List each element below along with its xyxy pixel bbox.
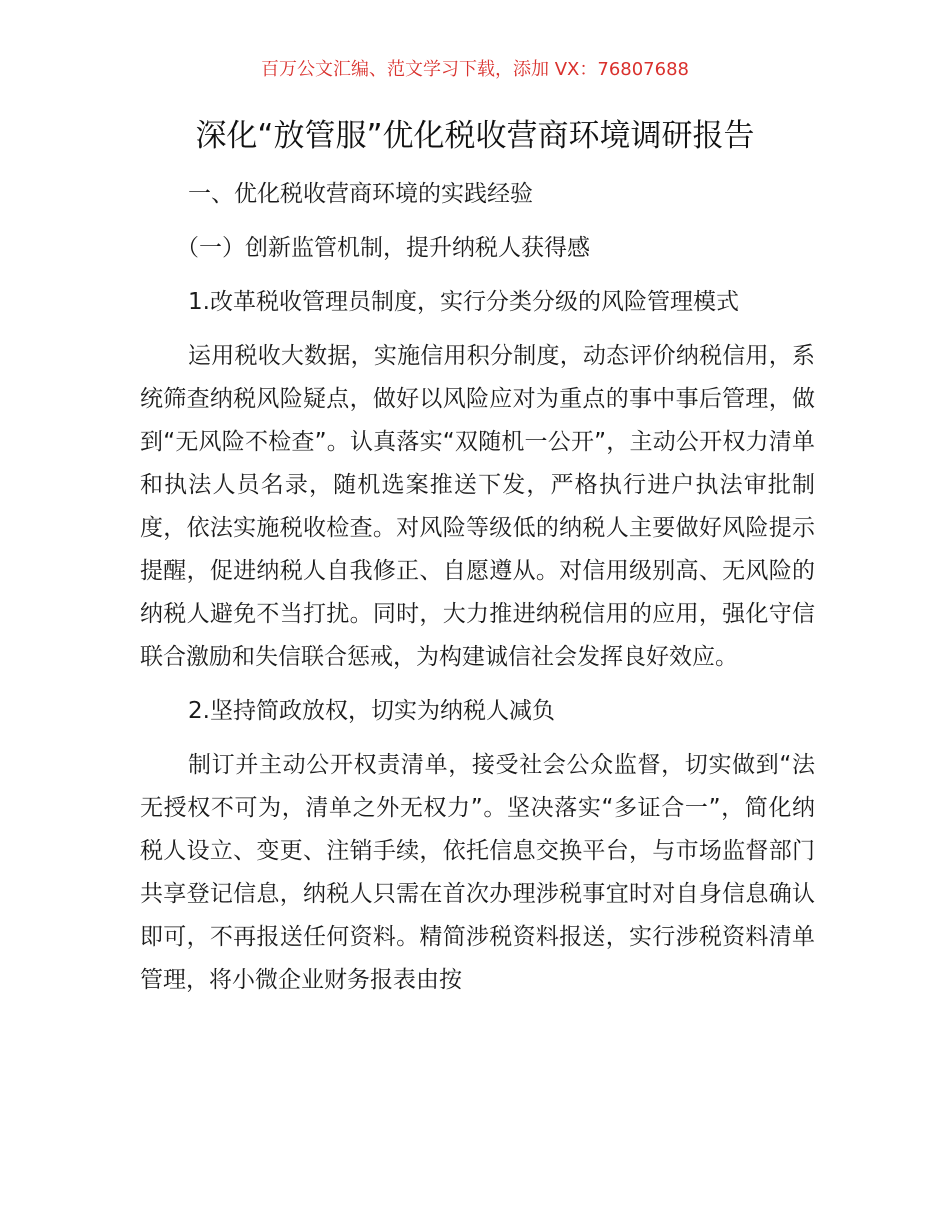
- subsection-heading-1: （一）创新监管机制，提升纳税人获得感: [176, 235, 590, 261]
- header-note: 百万公文汇编、范文学习下载，添加 VX：76807688: [261, 59, 689, 80]
- document-body: [140, 173, 815, 1013]
- item-heading-2: 2.坚持简政放权，切实为纳税人减负: [188, 698, 555, 724]
- item-heading-1: 1.改革税收管理员制度，实行分类分级的风险管理模式: [188, 289, 739, 315]
- document-title: 深化“放管服”优化税收营商环境调研报告: [195, 118, 755, 154]
- section-heading-1: 一、优化税收营商环境的实践经验: [188, 181, 533, 207]
- paragraph-2: 制订并主动公开权责清单，接受社会公众监督，切实做到“法无授权不可为，清单之外无权力”。坚决落实“多证合一”，简化纳税人设立、变更、注销手续，依托信息交换平台，与市场监督部门共享登记信息，纳税人只需在首次办理涉税事宜时对自身信息确认即可，不再报送任何资料。精简涉税资料报送，实行涉税资料清单管理，将小微企业财务报表由按: [140, 752, 815, 993]
- paragraph-1: 运用税收大数据，实施信用积分制度，动态评价纳税信用，系统筛查纳税风险疑点，做好以风险应对为重点的事中事后管理，做到“无风险不检查”。认真落实“双随机一公开”，主动公开权力清单和执法人员名录，随机选案推送下发，严格执行进户执法审批制度，依法实施税收检查。对风险等级低的纳税人主要做好风险提示提醒，促进纳税人自我修正、自愿遵从。对信用级别高、无风险的纳税人避免不当打扰。同时，大力推进纳税信用的应用，强化守信联合激励和失信联合惩戒，为构建诚信社会发挥良好效应。: [140, 343, 815, 670]
